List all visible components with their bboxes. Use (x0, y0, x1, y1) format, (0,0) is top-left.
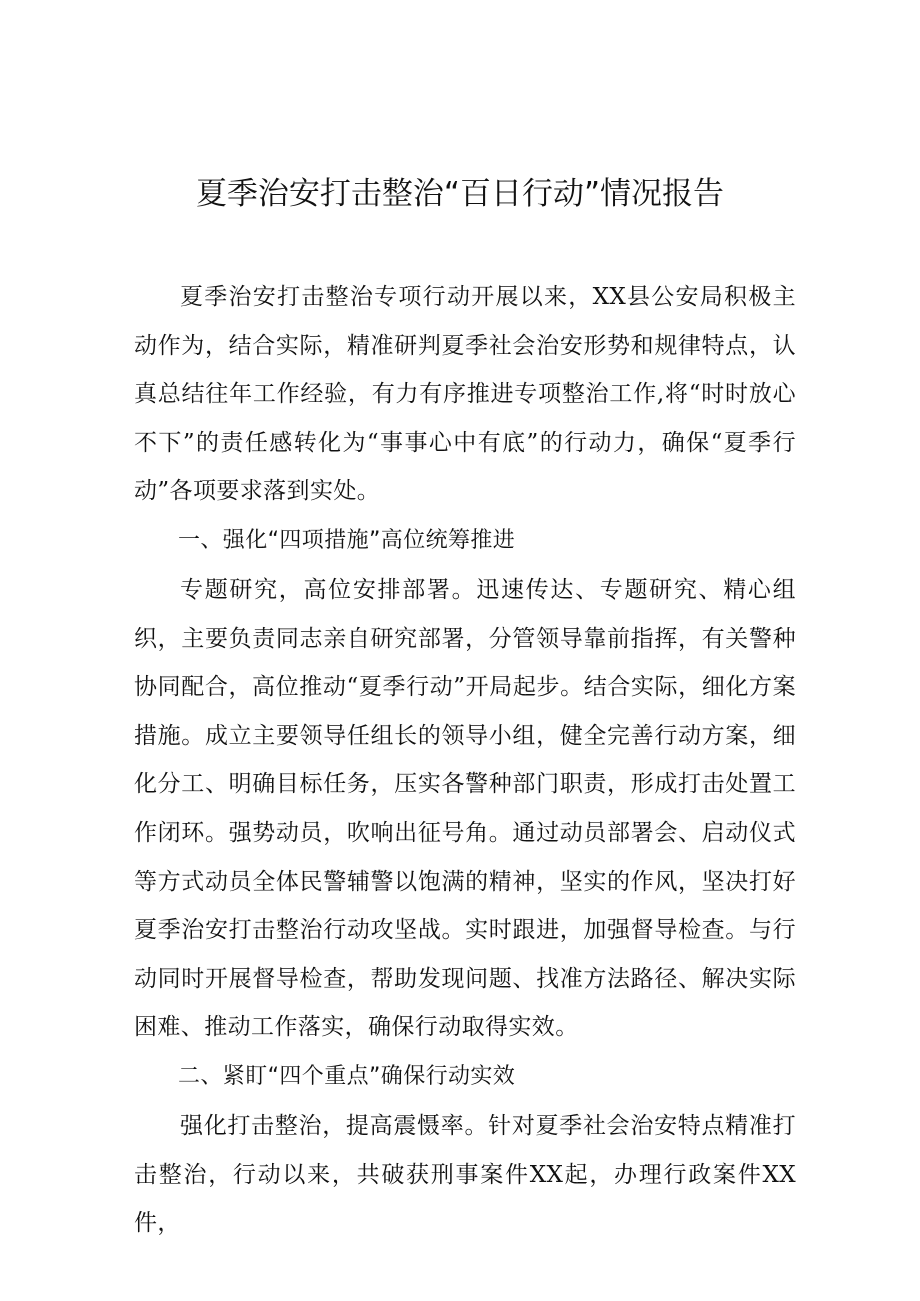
section-1-paragraph: 专题研究，高位安排部署。迅速传达、专题研究、精心组织，主要负责同志亲自研究部署，分管领导靠前指挥，有关警种协同配合，高位推动“夏季行动”开局起步。结合实际，细化方案措施。成立主要领导任组长的领导小组，健全完善行动方案，细化分工、明确目标任务，压实各警种部门职责，形成打击处置工作闭环。强势动员，吹响出征号角。通过动员部署会、启动仪式等方式动员全体民警辅警以饱满的精神，坚实的作风，坚决打好夏季治安打击整治行动攻坚战。实时跟进，加强督导检查。与行动同时开展督导检查，帮助发现问题、找准方法路径、解决实际困难、推动工作落实，确保行动取得实效。 (134, 576, 796, 1041)
document-body (134, 273, 796, 1248)
intro-paragraph: 夏季治安打击整治专项行动开展以来，XX县公安局积极主动作为，结合实际，精准研判夏季社会治安形势和规律特点，认真总结往年工作经验，有力有序推进专项整治工作,将“时时放心不下”的责任感转化为“事事心中有底”的行动力，确保“夏季行动”各项要求落到实处。 (134, 284, 796, 505)
section-2-paragraph: 强化打击整治，提高震慑率。针对夏季社会治安特点精准打击整治，行动以来，共破获刑事案件XX起，办理行政案件XX件， (134, 1112, 796, 1237)
section-2-heading: 二、紧盯“四个重点”确保行动实效 (178, 1063, 516, 1089)
document-title: 夏季治安打击整治“百日行动”情况报告 (195, 176, 725, 212)
section-1-heading: 一、强化“四项措施”高位统筹推进 (178, 527, 516, 553)
